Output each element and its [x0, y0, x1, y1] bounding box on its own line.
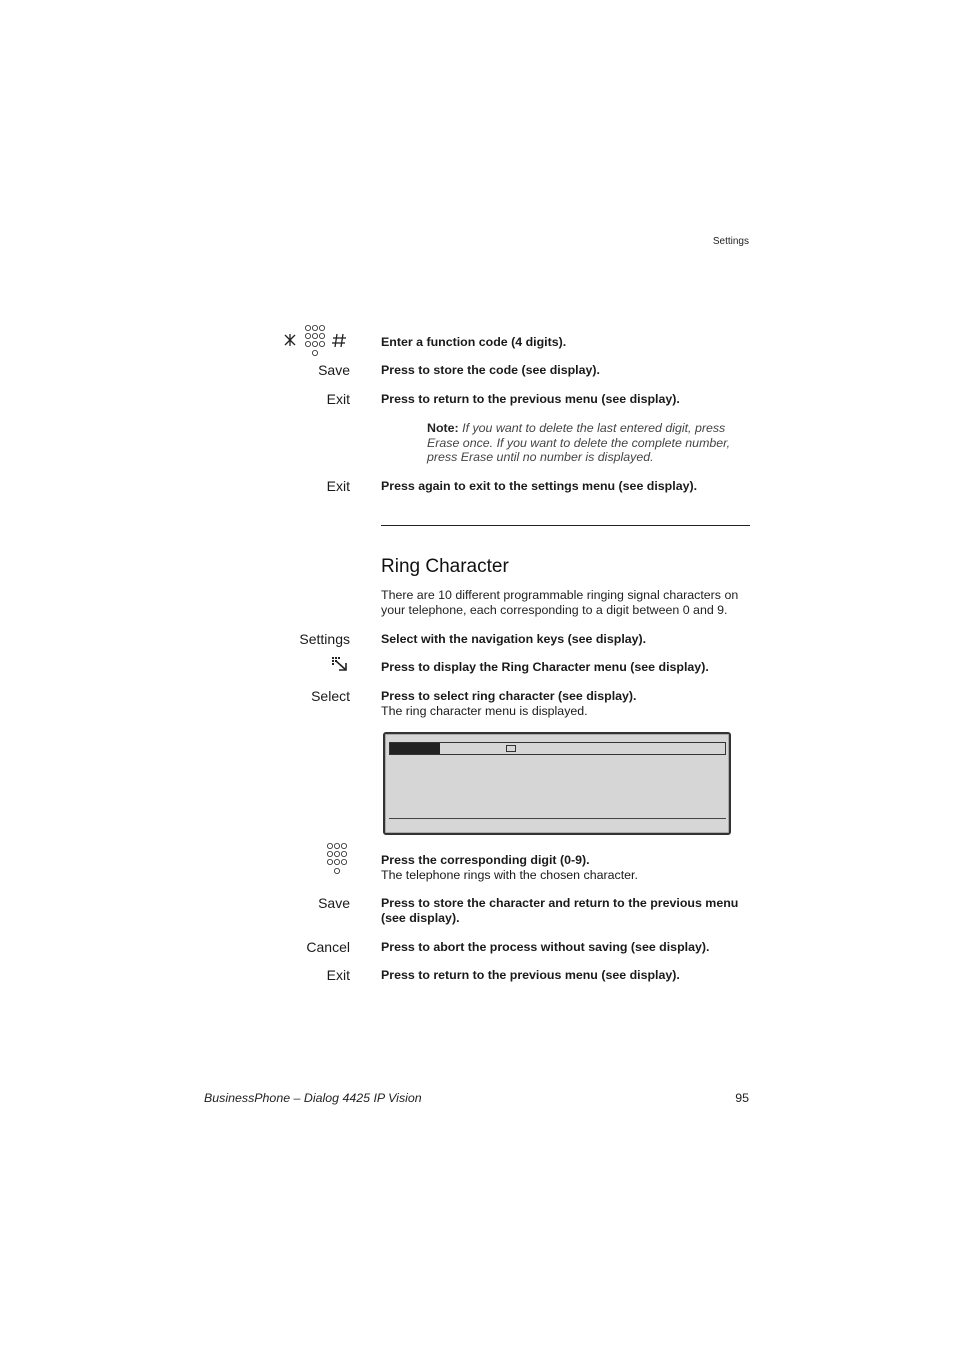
display-tab-bar — [389, 742, 726, 755]
step-exit-previous — [381, 392, 756, 407]
step-select-ring — [381, 689, 756, 719]
key-exit: Exit — [326, 391, 350, 407]
step-text: Press to display the Ring Character menu (see display). — [381, 660, 709, 674]
key-exit: Exit — [326, 967, 350, 983]
step-press-digit — [381, 853, 756, 883]
key-select: Select — [311, 688, 350, 704]
step-select-settings — [381, 632, 756, 647]
step-subtext: The telephone rings with the chosen character. — [381, 868, 638, 882]
key-save: Save — [318, 895, 350, 911]
section-divider — [381, 525, 750, 526]
note-block — [427, 421, 747, 465]
key-exit: Exit — [326, 478, 350, 494]
key-save: Save — [318, 362, 350, 378]
page-number: 95 — [735, 1091, 749, 1105]
step-text: Press to abort the process without saving (see display). — [381, 940, 710, 954]
key-cancel: Cancel — [306, 939, 350, 955]
step-text: Select with the navigation keys (see display). — [381, 632, 647, 646]
section-intro: There are 10 different programmable ringing signal characters on your telephone, each corresponding to a digit between 0 and 9. — [381, 588, 739, 617]
step-text: Press to store the character and return to the previous menu (see display). — [381, 896, 739, 925]
step-text: Press the corresponding digit (0-9). — [381, 853, 590, 867]
keypad-digits-icon — [325, 842, 351, 878]
key-settings: Settings — [299, 631, 350, 647]
step-text: Press to store the code (see display). — [381, 363, 600, 377]
display-softkey-line — [389, 818, 726, 819]
note-text: If you want to delete the last entered digit, press Erase once. If you want to delete the complete number, press Erase until no number is displayed. — [427, 421, 731, 465]
step-text: Press again to exit to the settings menu (see display). — [381, 479, 698, 493]
step-text: Enter a function code (4 digits). — [381, 335, 567, 349]
footer-title: BusinessPhone – Dialog 4425 IP Vision — [204, 1091, 422, 1105]
keypad-star-hash-icon — [282, 324, 350, 360]
section-title: Ring Character — [381, 556, 509, 577]
note-label: Note: — [427, 421, 459, 435]
display-indicator — [506, 745, 516, 752]
display-selected-tab — [390, 743, 440, 754]
navigation-arrow-down-right-icon — [330, 655, 350, 673]
step-save-character — [381, 896, 751, 926]
step-save-code — [381, 363, 756, 378]
running-header: Settings — [712, 236, 749, 247]
step-cancel — [381, 940, 756, 955]
step-display-menu — [381, 660, 756, 675]
step-subtext: The ring character menu is displayed. — [381, 704, 588, 718]
phone-display-illustration — [383, 732, 731, 835]
step-text: Press to return to the previous menu (see display). — [381, 968, 680, 982]
step-exit-return — [381, 968, 756, 983]
step-text: Press to return to the previous menu (see display). — [381, 392, 680, 406]
step-enter-code — [381, 335, 756, 350]
step-text: Press to select ring character (see display). — [381, 689, 637, 703]
step-exit-settings — [381, 479, 756, 494]
